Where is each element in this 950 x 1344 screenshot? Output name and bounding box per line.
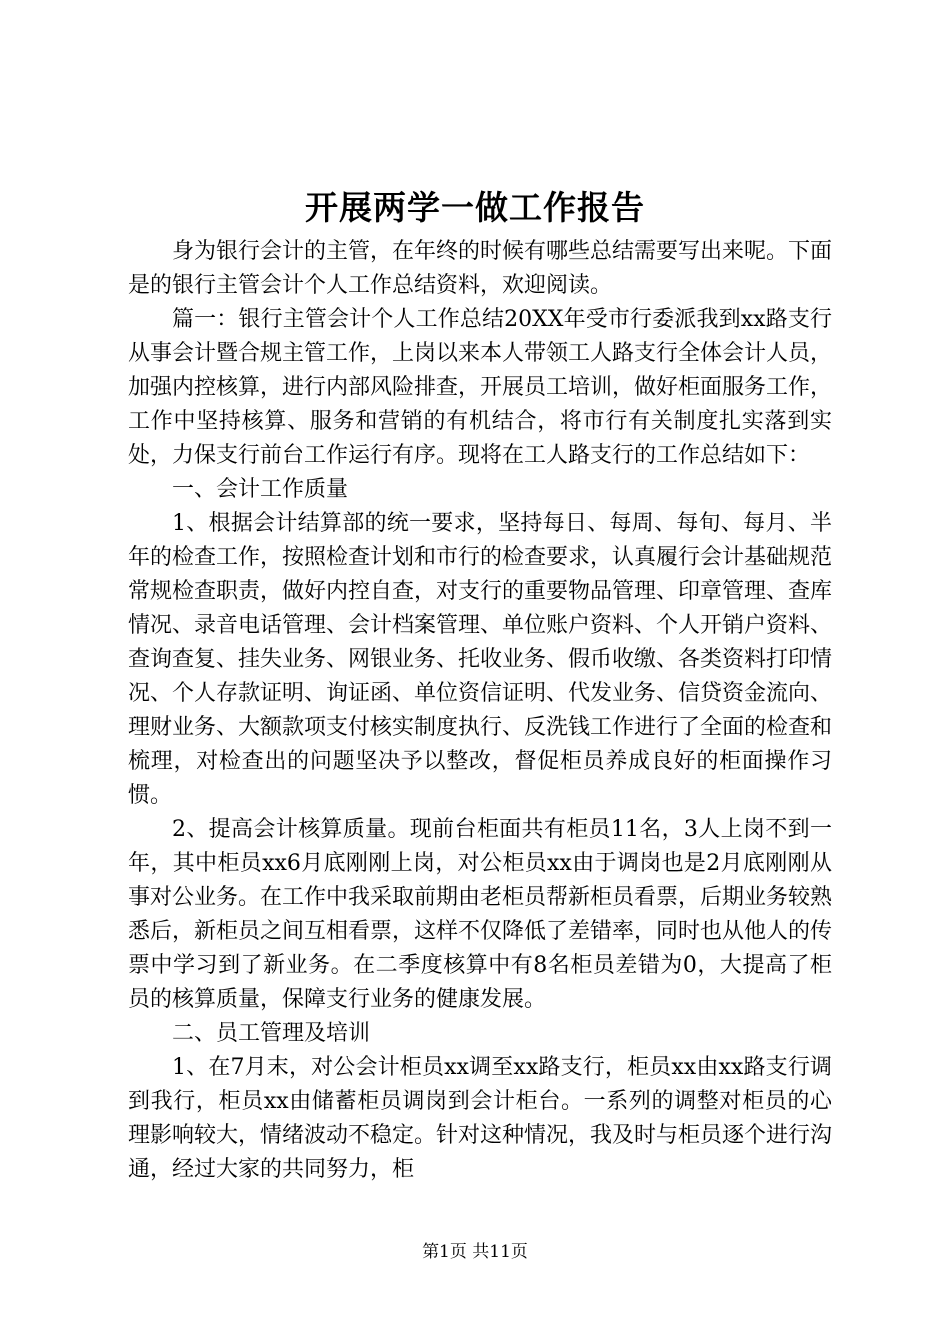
- paragraph-staff-item-1: 1、在7月末，对公会计柜员xx调至xx路支行，柜员xx由xx路支行调到我行，柜员xx由储蓄柜员调岗到会计柜台。一系列的调整对柜员的心理影响较大，情绪波动不稳定。针对这种情况，我及时与柜员逐个进行沟通，经过大家的共同努力，柜: [128, 1055, 833, 1182]
- paragraph-intro: 身为银行会计的主管，在年终的时候有哪些总结需要写出来呢。下面是的银行主管会计个人工作总结资料，欢迎阅读。: [128, 239, 833, 298]
- paragraph-item-1: 1、根据会计结算部的统一要求，坚持每日、每周、每旬、每月、半年的检查工作，按照检查计划和市行的检查要求，认真履行会计基础规范常规检查职责，做好内控自查，对支行的重要物品管理、印章管理、查库情况、录音电话管理、会计档案管理、单位账户资料、个人开销户资料、查询查复、挂失业务、网银业务、托收业务、假币收缴、各类资料打印情况、个人存款证明、询证函、单位资信证明、代发业务、信贷资金流向、理财业务、大额款项支付核实制度执行、反洗钱工作进行了全面的检查和梳理，对检查出的问题坚决予以整改，督促柜员养成良好的柜面操作习惯。: [128, 511, 833, 808]
- paragraph-item-2: 2、提高会计核算质量。现前台柜面共有柜员11名，3人上岗不到一年，其中柜员xx6月底刚刚上岗，对公柜员xx由于调岗也是2月底刚刚从事对公业务。在工作中我采取前期由老柜员帮新柜员看票，后期业务较熟悉后，新柜员之间互相看票，这样不仅降低了差错率，同时也从他人的传票中学习到了新业务。在二季度核算中有8名柜员差错为0，大提高了柜员的核算质量，保障支行业务的健康发展。: [128, 817, 833, 1012]
- document-body: [128, 235, 832, 1187]
- document-title: 开展两学一做工作报告: [305, 188, 645, 227]
- section-heading-staff-training: 二、员工管理及培训: [172, 1021, 371, 1046]
- section-heading-accounting-quality: 一、会计工作质量: [172, 477, 349, 502]
- paragraph-part-one: 篇一：银行主管会计个人工作总结20XX年受市行委派我到xx路支行从事会计暨合规主管工作，上岗以来本人带领工人路支行全体会计人员，加强内控核算，进行内部风险排查，开展员工培训，做好柜面服务工作，工作中坚持核算、服务和营销的有机结合，将市行有关制度扎实落到实处，力保支行前台工作运行有序。现将在工人路支行的工作总结如下：: [128, 307, 833, 468]
- page-footer: 第1页 共11页: [422, 1242, 528, 1262]
